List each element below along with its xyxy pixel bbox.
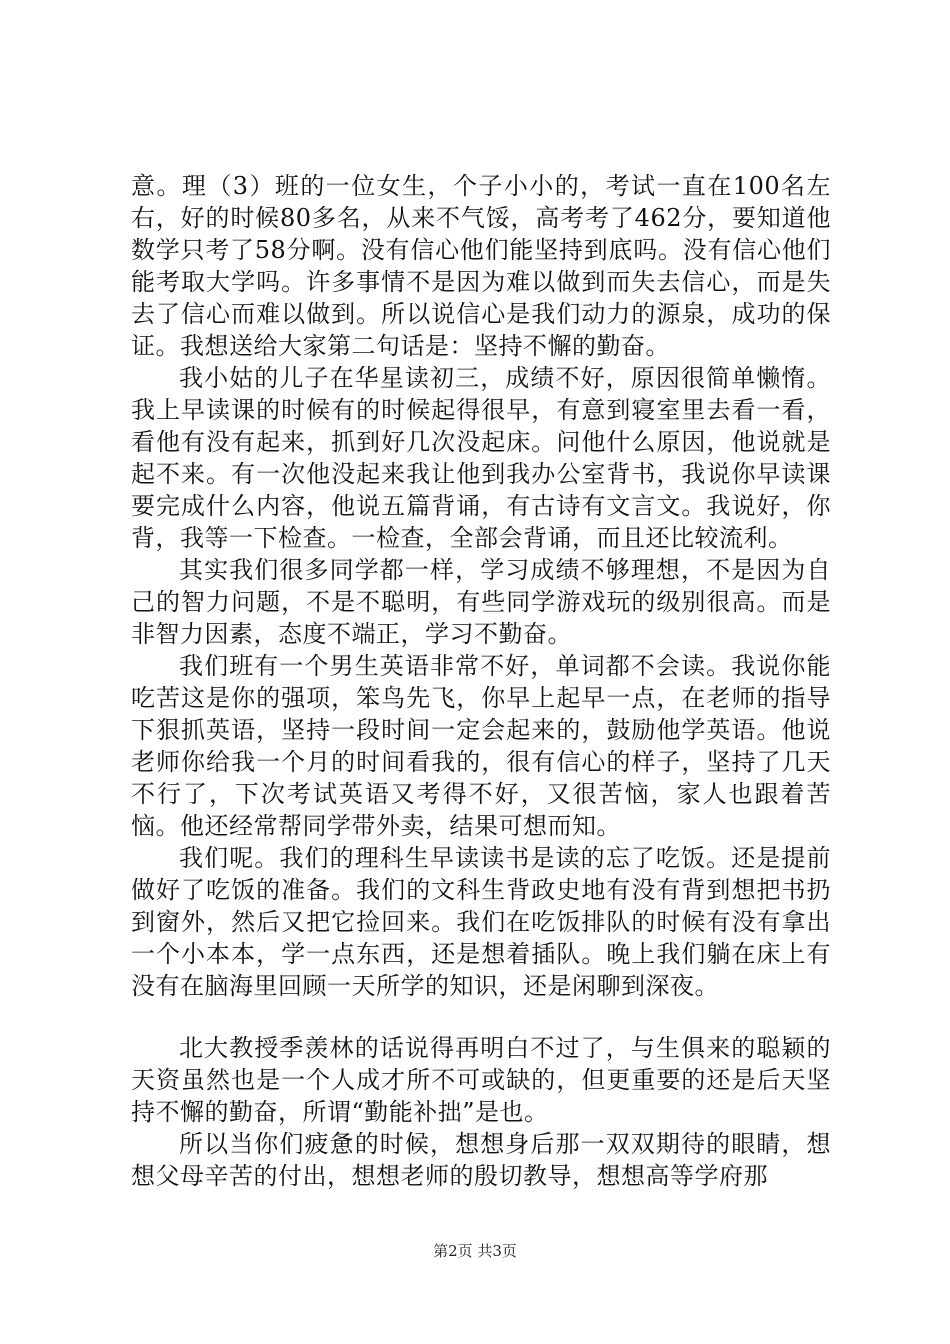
page-number-footer: 第2页 共3页 xyxy=(433,1242,517,1260)
paragraph-spacer xyxy=(131,1002,831,1032)
paragraph-3: 其实我们很多同学都一样，学习成绩不够理想，不是因为自己的智力问题，不是不聪明，有些同学游戏玩的级别很高。而是非智力因素，态度不端正，学习不勤奋。 xyxy=(131,556,831,648)
paragraph-4: 我们班有一个男生英语非常不好，单词都不会读。我说你能吃苦这是你的强项，笨鸟先飞，你早上起早一点，在老师的指导下狠抓英语，坚持一段时间一定会起来的，鼓励他学英语。他说老师你给我一个月的时间看我的，很有信心的样子，坚持了几天不行了，下次考试英语又考得不好，又很苦恼，家人也跟着苦恼。他还经常帮同学带外卖，结果可想而知。 xyxy=(131,652,831,840)
document-body xyxy=(131,170,831,1192)
paragraph-1: 意。理（3）班的一位女生，个子小小的，考试一直在100名左右，好的时候80多名，从来不气馁，高考考了462分，要知道他数学只考了58分啊。没有信心他们能坚持到底吗。没有信心他们能考取大学吗。许多事情不是因为难以做到而失去信心，而是失去了信心而难以做到。所以说信心是我们动力的源泉，成功的保证。我想送给大家第二句话是：坚持不懈的勤奋。 xyxy=(131,172,831,360)
paragraph-7: 所以当你们疲惫的时候，想想身后那一双双期待的眼睛，想想父母辛苦的付出，想想老师的殷切教导，想想高等学府那 xyxy=(131,1130,831,1190)
paragraph-5: 我们呢。我们的理科生早读读书是读的忘了吃饭。还是提前做好了吃饭的准备。我们的文科生背政史地有没有背到想把书扔到窗外，然后又把它捡回来。我们在吃饭排队的时候有没有拿出一个小本本，学一点东西，还是想着插队。晚上我们躺在床上有没有在脑海里回顾一天所学的知识，还是闲聊到深夜。 xyxy=(131,844,831,1000)
paragraph-6: 北大教授季羡林的话说得再明白不过了，与生俱来的聪颖的天资虽然也是一个人成才所不可或缺的，但更重要的还是后天坚持不懈的勤奋，所谓“勤能补拙”是也。 xyxy=(131,1034,831,1126)
paragraph-2: 我小姑的儿子在华星读初三，成绩不好，原因很简单懒惰。我上早读课的时候有的时候起得很早，有意到寝室里去看一看，看他有没有起来，抓到好几次没起床。问他什么原因，他说就是起不来。有一次他没起来我让他到我办公室背书，我说你早读课要完成什么内容，他说五篇背诵，有古诗有文言文。我说好，你背，我等一下检查。一检查，全部会背诵，而且还比较流利。 xyxy=(131,364,831,552)
